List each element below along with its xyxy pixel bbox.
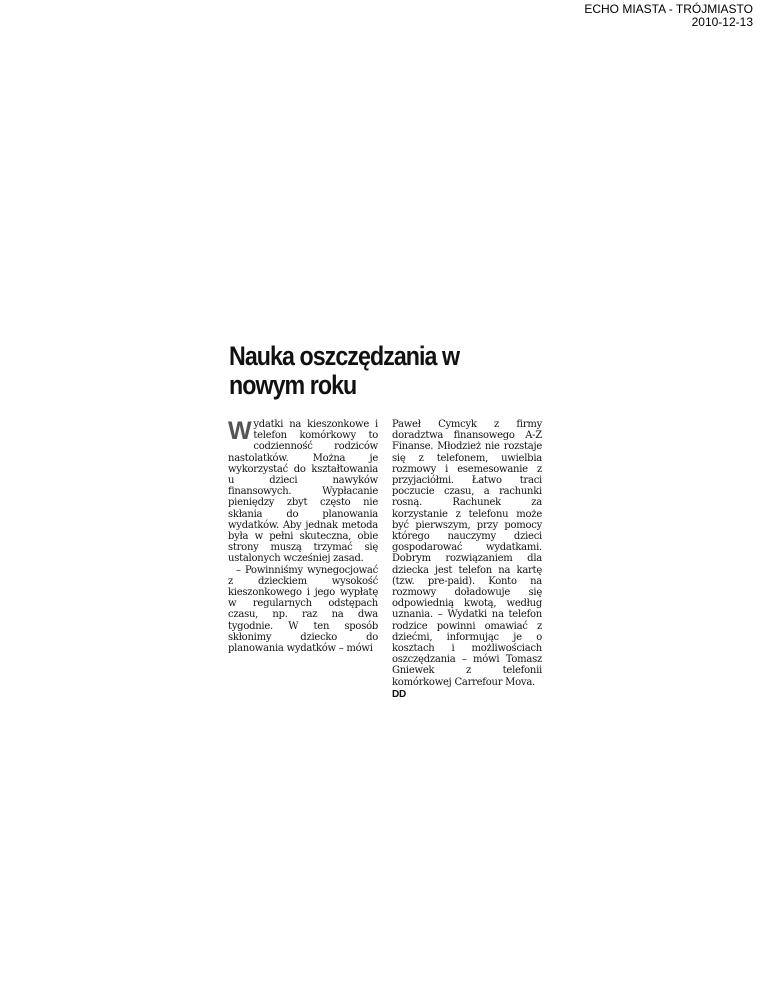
drop-cap: W [228, 417, 252, 445]
paragraph-1-text: ydatki na kieszonkowe i telefon komórkowy to codzienność rodziców nastolatków. Można je wykorzystać do kształtowania u dzieci nawyków finansowych. Wypłacanie pieniędzy zbyt często nie skłania do planowania wydatków. Aby jednak metoda była w pełni skuteczna, obie strony muszą trzymać się ustalonych wcześniej zasad. [228, 419, 378, 565]
publication-name: ECHO MIASTA - TRÓJMIASTO [584, 2, 753, 16]
article-body-column-1 [228, 419, 378, 654]
paragraph-2-text: – Powinniśmy wynegocjować z dzieckiem wysokość kieszonkowego i jego wypłatę w regularnych odstępach czasu, np. raz na dwa tygodnie. W ten sposób skłonimy dziecko do planowania wydatków – mówi [228, 564, 378, 655]
paragraph-2-continued: Paweł Cymcyk z firmy doradztwa finansowego A-Z Finanse. Młodzież nie rozstaje się z telefonem, uwielbia rozmowy i esemesowanie z przyjaciółmi. Łatwo traci poczucie czasu, a rachunki rosną. Rachunek za korzystanie z telefonu może być pierwszym, przy pomocy którego nauczymy dzieci gospodarować wydatkami. Dobrym rozwiązaniem dla dziecka jest telefon na kartę (tzw. pre-paid). Konto na rozmowy doładowuje się odpowiednią kwotą, według uznania. – Wydatki na telefon rodzice powinni omawiać z dziećmi, informując je o kosztach i możliwościach oszczędzania – mówi Tomasz Gniewek z telefonii komórkowej Carrefour Mova. [392, 419, 542, 688]
article-headline: Nauka oszczędzania w nowym roku [229, 341, 460, 400]
paragraph-2 [228, 565, 378, 655]
paragraph-1 [228, 419, 378, 565]
publication-date: 2010-12-13 [691, 15, 753, 29]
article-body-column-2 [392, 419, 542, 700]
author-signature: DD [392, 688, 406, 700]
source-info [584, 3, 753, 29]
